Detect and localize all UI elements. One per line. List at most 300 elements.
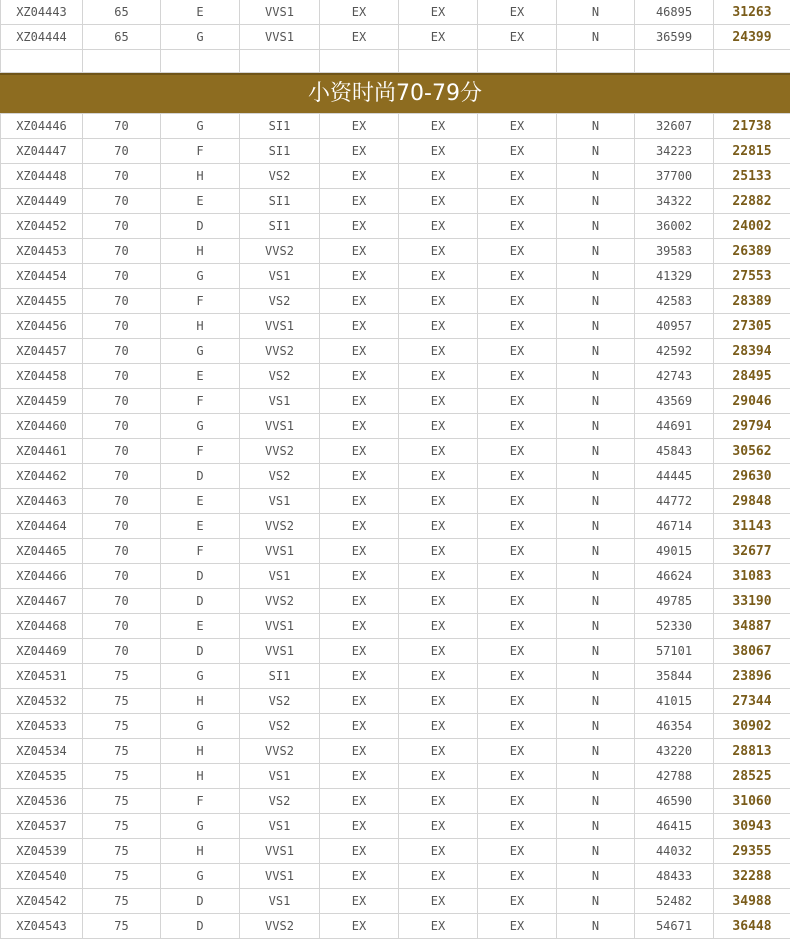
polish-cell: EX [399, 864, 478, 889]
item-code-cell: XZ04463 [1, 489, 83, 514]
sale-price-cell: 36448 [714, 914, 790, 939]
symmetry-cell: EX [478, 514, 557, 539]
symmetry-cell: EX [478, 714, 557, 739]
item-code-cell: XZ04449 [1, 189, 83, 214]
score-cell: 75 [83, 889, 161, 914]
table-row [1, 839, 790, 864]
table-row [1, 539, 790, 564]
clarity-cell: VVS2 [240, 514, 320, 539]
polish-cell: EX [399, 264, 478, 289]
fluorescence-cell: N [557, 339, 635, 364]
section-title: 小资时尚70-79分 [0, 73, 790, 113]
clarity-cell: SI1 [240, 664, 320, 689]
polish-cell: EX [399, 25, 478, 50]
item-code-cell: XZ04536 [1, 789, 83, 814]
list-price-cell: 41329 [635, 264, 714, 289]
cut-cell: EX [320, 0, 399, 25]
score-cell: 70 [83, 489, 161, 514]
list-price-cell: 49015 [635, 539, 714, 564]
table-row [1, 0, 790, 25]
symmetry-cell: EX [478, 589, 557, 614]
color-grade-cell: E [161, 189, 240, 214]
sale-price-cell: 29794 [714, 414, 790, 439]
item-code-cell: XZ04539 [1, 839, 83, 864]
sale-price-cell: 27305 [714, 314, 790, 339]
score-cell: 70 [83, 264, 161, 289]
polish-cell: EX [399, 314, 478, 339]
symmetry-cell: EX [478, 664, 557, 689]
polish-cell: EX [399, 839, 478, 864]
list-price-cell: 52330 [635, 614, 714, 639]
sale-price-cell: 29355 [714, 839, 790, 864]
score-cell: 75 [83, 764, 161, 789]
score-cell: 65 [83, 25, 161, 50]
fluorescence-cell: N [557, 464, 635, 489]
cut-cell: EX [320, 214, 399, 239]
sale-price-cell: 34887 [714, 614, 790, 639]
symmetry-cell: EX [478, 25, 557, 50]
score-cell: 70 [83, 564, 161, 589]
fluorescence-cell: N [557, 114, 635, 139]
cut-cell: EX [320, 739, 399, 764]
cut-cell: EX [320, 689, 399, 714]
table-row [1, 664, 790, 689]
cut-cell: EX [320, 314, 399, 339]
clarity-cell: VS2 [240, 289, 320, 314]
clarity-cell: VS1 [240, 264, 320, 289]
cut-cell: EX [320, 289, 399, 314]
table-row [1, 564, 790, 589]
cut-cell: EX [320, 614, 399, 639]
sale-price-cell: 22815 [714, 139, 790, 164]
color-grade-cell: G [161, 864, 240, 889]
color-grade-cell: G [161, 664, 240, 689]
symmetry-cell: EX [478, 464, 557, 489]
polish-cell: EX [399, 739, 478, 764]
symmetry-cell: EX [478, 139, 557, 164]
score-cell: 70 [83, 189, 161, 214]
item-code-cell: XZ04535 [1, 764, 83, 789]
polish-cell: EX [399, 614, 478, 639]
symmetry-cell: EX [478, 389, 557, 414]
fluorescence-cell: N [557, 714, 635, 739]
item-code-cell: XZ04468 [1, 614, 83, 639]
fluorescence-cell: N [557, 364, 635, 389]
sale-price-cell: 32288 [714, 864, 790, 889]
score-cell: 70 [83, 114, 161, 139]
list-price-cell: 44691 [635, 414, 714, 439]
list-price-cell: 46624 [635, 564, 714, 589]
item-code-cell: XZ04460 [1, 414, 83, 439]
polish-cell: EX [399, 789, 478, 814]
score-cell: 70 [83, 464, 161, 489]
fluorescence-cell: N [557, 614, 635, 639]
cut-cell: EX [320, 514, 399, 539]
cut-cell: EX [320, 25, 399, 50]
polish-cell: EX [399, 814, 478, 839]
color-grade-cell: D [161, 214, 240, 239]
cut-cell: EX [320, 464, 399, 489]
clarity-cell: VVS2 [240, 339, 320, 364]
cut-cell: EX [320, 839, 399, 864]
item-code-cell: XZ04457 [1, 339, 83, 364]
score-cell: 75 [83, 789, 161, 814]
color-grade-cell: G [161, 414, 240, 439]
score-cell: 70 [83, 164, 161, 189]
sale-price-cell: 28394 [714, 339, 790, 364]
score-cell: 70 [83, 514, 161, 539]
symmetry-cell: EX [478, 914, 557, 939]
list-price-cell: 37700 [635, 164, 714, 189]
cut-cell: EX [320, 489, 399, 514]
score-cell: 70 [83, 539, 161, 564]
clarity-cell: VVS1 [240, 314, 320, 339]
color-grade-cell: G [161, 814, 240, 839]
table-row [1, 439, 790, 464]
sale-price-cell: 25133 [714, 164, 790, 189]
polish-cell: EX [399, 414, 478, 439]
item-code-cell: XZ04464 [1, 514, 83, 539]
table-row [1, 389, 790, 414]
list-price-cell: 54671 [635, 914, 714, 939]
score-cell: 65 [83, 0, 161, 25]
score-cell: 70 [83, 614, 161, 639]
table-row [1, 239, 790, 264]
list-price-cell: 45843 [635, 439, 714, 464]
symmetry-cell: EX [478, 614, 557, 639]
color-grade-cell: F [161, 439, 240, 464]
clarity-cell: VVS1 [240, 539, 320, 564]
polish-cell: EX [399, 514, 478, 539]
clarity-cell: VVS2 [240, 439, 320, 464]
sale-price-cell: 27553 [714, 264, 790, 289]
polish-cell: EX [399, 439, 478, 464]
list-price-cell: 46590 [635, 789, 714, 814]
symmetry-cell: EX [478, 414, 557, 439]
color-grade-cell: D [161, 914, 240, 939]
clarity-cell: VS1 [240, 889, 320, 914]
clarity-cell: SI1 [240, 114, 320, 139]
table-row [1, 814, 790, 839]
clarity-cell: SI1 [240, 214, 320, 239]
table-row [1, 164, 790, 189]
list-price-cell: 36002 [635, 214, 714, 239]
symmetry-cell: EX [478, 339, 557, 364]
item-code-cell: XZ04537 [1, 814, 83, 839]
sale-price-cell: 31263 [714, 0, 790, 25]
cut-cell: EX [320, 339, 399, 364]
polish-cell: EX [399, 189, 478, 214]
cut-cell: EX [320, 714, 399, 739]
sale-price-cell: 32677 [714, 539, 790, 564]
list-price-cell: 43569 [635, 389, 714, 414]
polish-cell: EX [399, 489, 478, 514]
symmetry-cell: EX [478, 689, 557, 714]
clarity-cell: VS1 [240, 489, 320, 514]
polish-cell: EX [399, 589, 478, 614]
item-code-cell: XZ04452 [1, 214, 83, 239]
symmetry-cell: EX [478, 839, 557, 864]
sale-price-cell: 30902 [714, 714, 790, 739]
color-grade-cell: G [161, 339, 240, 364]
cut-cell: EX [320, 639, 399, 664]
blank-row [1, 50, 790, 73]
sale-price-cell: 23896 [714, 664, 790, 689]
symmetry-cell: EX [478, 439, 557, 464]
polish-cell: EX [399, 0, 478, 25]
score-cell: 70 [83, 639, 161, 664]
color-grade-cell: H [161, 689, 240, 714]
item-code-cell: XZ04444 [1, 25, 83, 50]
list-price-cell: 46354 [635, 714, 714, 739]
symmetry-cell: EX [478, 789, 557, 814]
list-price-cell: 35844 [635, 664, 714, 689]
cut-cell: EX [320, 764, 399, 789]
table-row [1, 289, 790, 314]
cut-cell: EX [320, 539, 399, 564]
color-grade-cell: D [161, 889, 240, 914]
clarity-cell: VVS2 [240, 914, 320, 939]
color-grade-cell: F [161, 539, 240, 564]
fluorescence-cell: N [557, 214, 635, 239]
cut-cell: EX [320, 589, 399, 614]
table-row [1, 764, 790, 789]
list-price-cell: 48433 [635, 864, 714, 889]
price-table-top [0, 0, 790, 73]
fluorescence-cell: N [557, 139, 635, 164]
sale-price-cell: 27344 [714, 689, 790, 714]
score-cell: 75 [83, 814, 161, 839]
polish-cell: EX [399, 339, 478, 364]
fluorescence-cell: N [557, 739, 635, 764]
table-row [1, 589, 790, 614]
clarity-cell: VVS2 [240, 239, 320, 264]
sale-price-cell: 34988 [714, 889, 790, 914]
score-cell: 75 [83, 664, 161, 689]
symmetry-cell: EX [478, 189, 557, 214]
clarity-cell: VVS1 [240, 864, 320, 889]
table-row [1, 414, 790, 439]
score-cell: 75 [83, 739, 161, 764]
item-code-cell: XZ04461 [1, 439, 83, 464]
color-grade-cell: G [161, 114, 240, 139]
symmetry-cell: EX [478, 539, 557, 564]
table-row [1, 139, 790, 164]
symmetry-cell: EX [478, 739, 557, 764]
list-price-cell: 39583 [635, 239, 714, 264]
symmetry-cell: EX [478, 489, 557, 514]
item-code-cell: XZ04443 [1, 0, 83, 25]
table-row [1, 639, 790, 664]
list-price-cell: 44032 [635, 839, 714, 864]
fluorescence-cell: N [557, 414, 635, 439]
score-cell: 75 [83, 714, 161, 739]
fluorescence-cell: N [557, 789, 635, 814]
list-price-cell: 40957 [635, 314, 714, 339]
list-price-cell: 43220 [635, 739, 714, 764]
polish-cell: EX [399, 539, 478, 564]
list-price-cell: 41015 [635, 689, 714, 714]
sale-price-cell: 26389 [714, 239, 790, 264]
table-row [1, 739, 790, 764]
color-grade-cell: D [161, 589, 240, 614]
symmetry-cell: EX [478, 864, 557, 889]
color-grade-cell: E [161, 0, 240, 25]
item-code-cell: XZ04469 [1, 639, 83, 664]
sale-price-cell: 21738 [714, 114, 790, 139]
list-price-cell: 52482 [635, 889, 714, 914]
polish-cell: EX [399, 664, 478, 689]
color-grade-cell: G [161, 25, 240, 50]
fluorescence-cell: N [557, 489, 635, 514]
sale-price-cell: 28813 [714, 739, 790, 764]
color-grade-cell: F [161, 289, 240, 314]
fluorescence-cell: N [557, 439, 635, 464]
color-grade-cell: G [161, 264, 240, 289]
item-code-cell: XZ04446 [1, 114, 83, 139]
item-code-cell: XZ04462 [1, 464, 83, 489]
table-row [1, 25, 790, 50]
cut-cell: EX [320, 239, 399, 264]
item-code-cell: XZ04534 [1, 739, 83, 764]
sale-price-cell: 31060 [714, 789, 790, 814]
symmetry-cell: EX [478, 214, 557, 239]
color-grade-cell: E [161, 614, 240, 639]
sale-price-cell: 24002 [714, 214, 790, 239]
score-cell: 75 [83, 864, 161, 889]
clarity-cell: VS1 [240, 764, 320, 789]
score-cell: 70 [83, 214, 161, 239]
fluorescence-cell: N [557, 889, 635, 914]
polish-cell: EX [399, 364, 478, 389]
score-cell: 70 [83, 589, 161, 614]
polish-cell: EX [399, 714, 478, 739]
list-price-cell: 34223 [635, 139, 714, 164]
sale-price-cell: 29848 [714, 489, 790, 514]
table-row [1, 464, 790, 489]
clarity-cell: SI1 [240, 139, 320, 164]
item-code-cell: XZ04542 [1, 889, 83, 914]
table-row [1, 264, 790, 289]
list-price-cell: 46895 [635, 0, 714, 25]
polish-cell: EX [399, 289, 478, 314]
color-grade-cell: G [161, 714, 240, 739]
symmetry-cell: EX [478, 889, 557, 914]
list-price-cell: 42743 [635, 364, 714, 389]
color-grade-cell: F [161, 139, 240, 164]
sale-price-cell: 38067 [714, 639, 790, 664]
color-grade-cell: E [161, 364, 240, 389]
score-cell: 70 [83, 389, 161, 414]
table-row [1, 314, 790, 339]
item-code-cell: XZ04456 [1, 314, 83, 339]
cut-cell: EX [320, 889, 399, 914]
score-cell: 70 [83, 439, 161, 464]
fluorescence-cell: N [557, 589, 635, 614]
list-price-cell: 44772 [635, 489, 714, 514]
fluorescence-cell: N [557, 0, 635, 25]
polish-cell: EX [399, 214, 478, 239]
polish-cell: EX [399, 889, 478, 914]
fluorescence-cell: N [557, 539, 635, 564]
polish-cell: EX [399, 114, 478, 139]
list-price-cell: 46714 [635, 514, 714, 539]
score-cell: 70 [83, 364, 161, 389]
score-cell: 75 [83, 914, 161, 939]
cut-cell: EX [320, 189, 399, 214]
table-row [1, 789, 790, 814]
item-code-cell: XZ04532 [1, 689, 83, 714]
fluorescence-cell: N [557, 814, 635, 839]
item-code-cell: XZ04466 [1, 564, 83, 589]
color-grade-cell: E [161, 514, 240, 539]
fluorescence-cell: N [557, 664, 635, 689]
table-row [1, 189, 790, 214]
color-grade-cell: D [161, 639, 240, 664]
fluorescence-cell: N [557, 264, 635, 289]
score-cell: 75 [83, 839, 161, 864]
score-cell: 70 [83, 314, 161, 339]
color-grade-cell: H [161, 164, 240, 189]
polish-cell: EX [399, 139, 478, 164]
list-price-cell: 36599 [635, 25, 714, 50]
fluorescence-cell: N [557, 389, 635, 414]
symmetry-cell: EX [478, 239, 557, 264]
item-code-cell: XZ04453 [1, 239, 83, 264]
symmetry-cell: EX [478, 764, 557, 789]
clarity-cell: VVS1 [240, 0, 320, 25]
score-cell: 70 [83, 414, 161, 439]
color-grade-cell: H [161, 239, 240, 264]
clarity-cell: VS2 [240, 689, 320, 714]
sale-price-cell: 22882 [714, 189, 790, 214]
cut-cell: EX [320, 814, 399, 839]
sale-price-cell: 28525 [714, 764, 790, 789]
polish-cell: EX [399, 464, 478, 489]
cut-cell: EX [320, 264, 399, 289]
symmetry-cell: EX [478, 0, 557, 25]
table-row [1, 714, 790, 739]
fluorescence-cell: N [557, 514, 635, 539]
list-price-cell: 42788 [635, 764, 714, 789]
sale-price-cell: 24399 [714, 25, 790, 50]
polish-cell: EX [399, 914, 478, 939]
clarity-cell: VS1 [240, 389, 320, 414]
symmetry-cell: EX [478, 814, 557, 839]
sale-price-cell: 29630 [714, 464, 790, 489]
table-row [1, 889, 790, 914]
sale-price-cell: 33190 [714, 589, 790, 614]
fluorescence-cell: N [557, 314, 635, 339]
item-code-cell: XZ04448 [1, 164, 83, 189]
item-code-cell: XZ04465 [1, 539, 83, 564]
color-grade-cell: H [161, 314, 240, 339]
polish-cell: EX [399, 389, 478, 414]
cut-cell: EX [320, 139, 399, 164]
clarity-cell: VS2 [240, 789, 320, 814]
symmetry-cell: EX [478, 114, 557, 139]
symmetry-cell: EX [478, 564, 557, 589]
polish-cell: EX [399, 564, 478, 589]
clarity-cell: VS2 [240, 364, 320, 389]
clarity-cell: VVS2 [240, 739, 320, 764]
polish-cell: EX [399, 239, 478, 264]
item-code-cell: XZ04454 [1, 264, 83, 289]
cut-cell: EX [320, 564, 399, 589]
symmetry-cell: EX [478, 364, 557, 389]
table-row [1, 864, 790, 889]
color-grade-cell: H [161, 764, 240, 789]
